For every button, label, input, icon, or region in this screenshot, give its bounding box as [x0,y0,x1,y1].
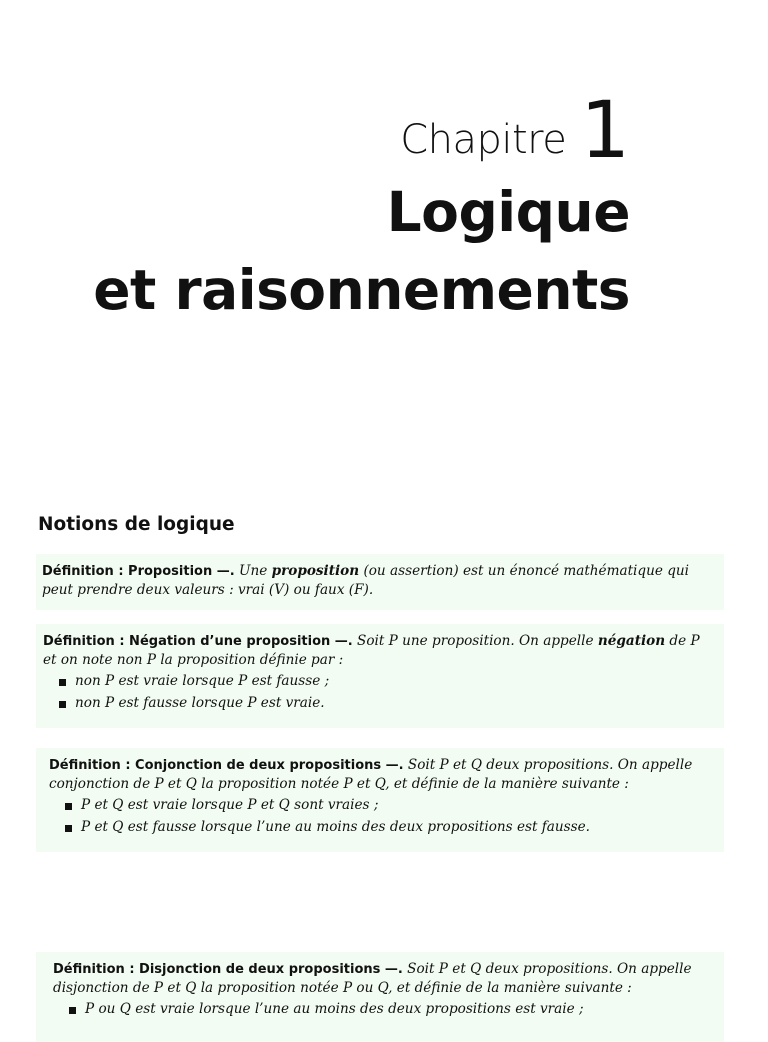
definition-list [61,796,716,837]
definition-negation [36,624,724,728]
definition-text: (ou assertion) est un énoncé mathématique qui peut prendre deux valeurs : vrai (V) ou faux (F). [42,563,690,598]
section-title: Notions de logique [38,514,235,535]
definition-lead: Définition : Conjonction de deux propositions —. [49,758,404,773]
definition-disjonction [36,952,724,1042]
definition-proposition [36,554,724,610]
definition-text: Soit P et Q deux propositions. On appelle disjonction de P et Q la proposition notée P ou Q, et définie de la manière suivante : [53,961,692,996]
definition-keyword: proposition [271,563,360,579]
chapter-title-line1: Logique [386,180,630,244]
chapter-title-line2: et raisonnements [93,258,630,322]
definition-conjonction [36,748,724,852]
definition-keyword: négation [597,633,666,649]
definition-list [55,672,716,713]
definition-list [65,1000,716,1019]
definition-lead: Définition : Négation d’une proposition —. [43,634,353,649]
definition-lead: Définition : Disjonction de deux propositions —. [53,962,403,977]
definition-text: Soit P une proposition. On appelle [352,633,598,649]
definition-lead: Définition : Proposition —. [42,564,235,579]
list-item: non P est vraie lorsque P est fausse ; [55,672,716,691]
chapter-label-row [93,86,630,176]
chapter-label: Chapitre [400,117,567,163]
definition-text: Soit P et Q deux propositions. On appelle conjonction de P et Q la proposition notée P et Q, et définie de la manière suivante : [49,757,693,792]
chapter-number: 1 [580,86,630,176]
list-item: non P est fausse lorsque P est vraie. [55,694,716,713]
definition-text: Une [234,563,272,579]
list-item: P ou Q est vraie lorsque l’une au moins des deux propositions est vraie ; [65,1000,716,1019]
list-item: P et Q est fausse lorsque l’une au moins des deux propositions est fausse. [61,818,716,837]
definition-text: de P et on note non P la proposition définie par : [43,633,700,668]
list-item: P et Q est vraie lorsque P et Q sont vraies ; [61,796,716,815]
chapter-heading [93,86,630,326]
